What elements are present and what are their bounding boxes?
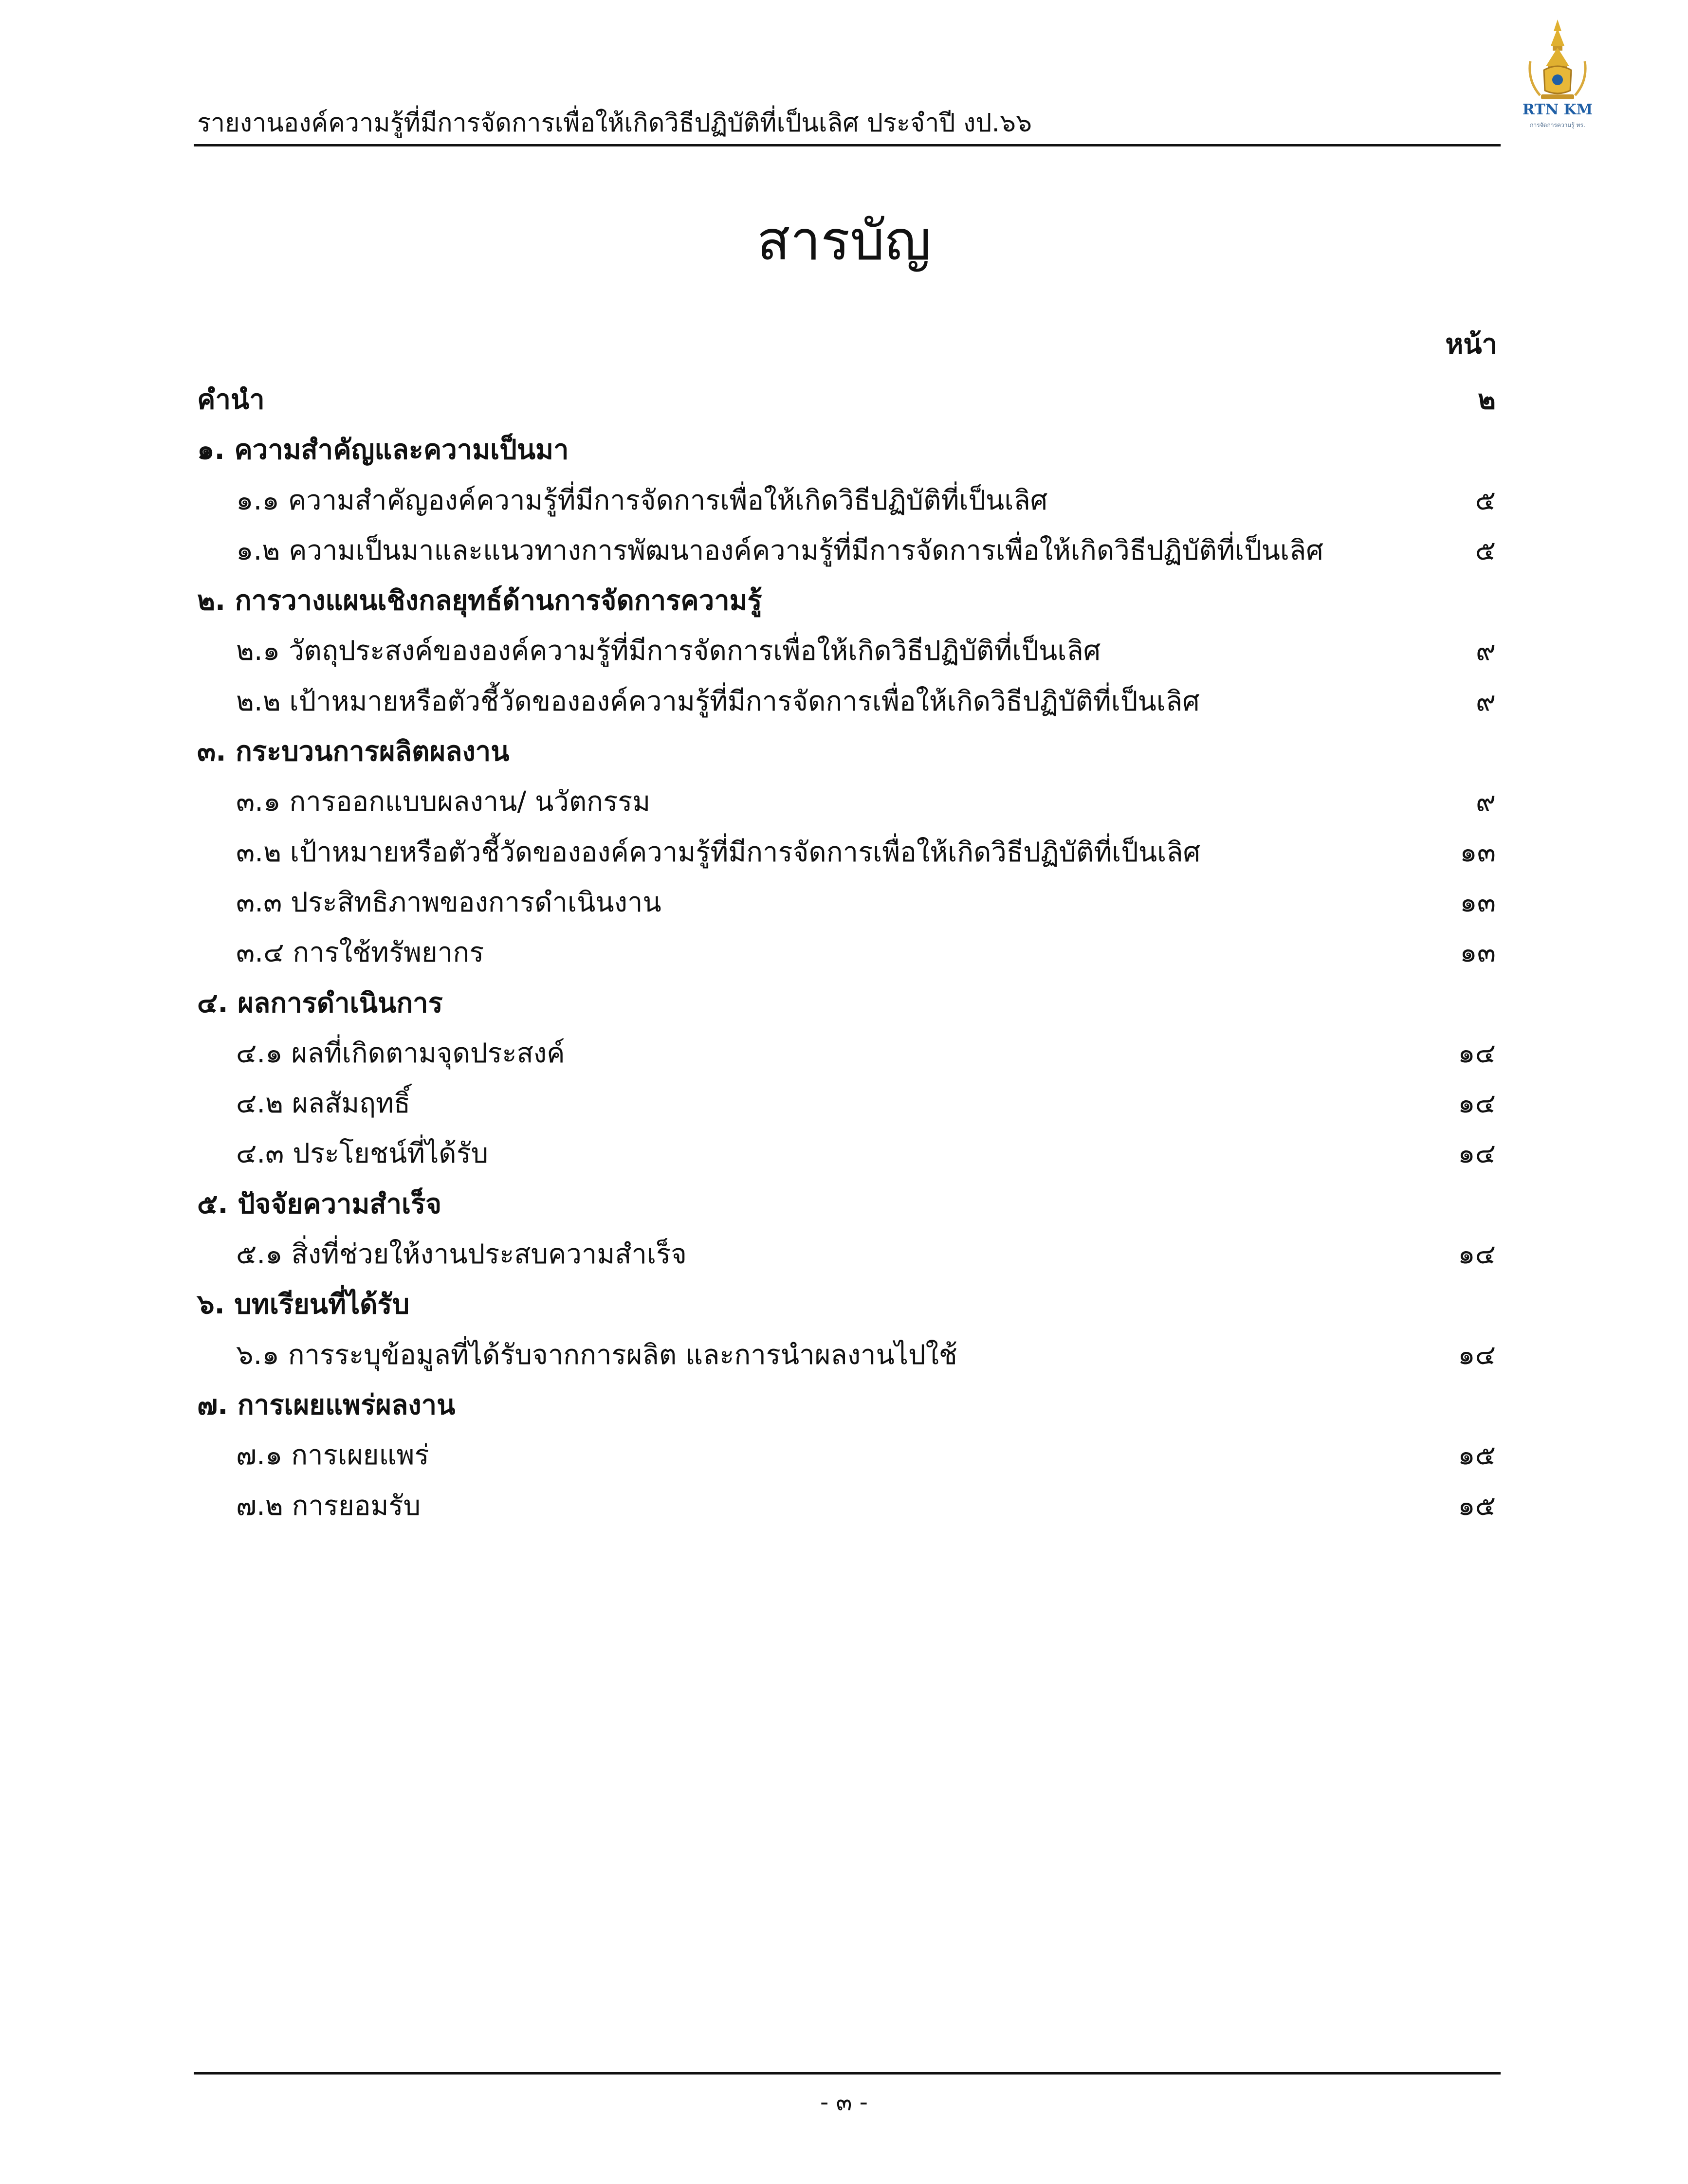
toc-entry-page: ๑๓ xyxy=(1460,836,1496,868)
toc-entry-label: ๑.๑ ความสำคัญองค์ความรู้ที่มีการจัดการเพื่อให้เกิดวิธีปฏิบัติที่เป็นเลิศ xyxy=(236,484,1048,516)
toc-subsection-row xyxy=(197,1330,1496,1380)
toc-entry-page: ๙ xyxy=(1475,685,1496,717)
toc-subsection-row xyxy=(197,1028,1496,1078)
logo-subtext: การจัดการความรู้ ทร. xyxy=(1530,122,1585,128)
toc-entry-page: ๑๓ xyxy=(1460,886,1496,918)
toc-entry-label: ๓.๓ ประสิทธิภาพของการดำเนินงาน xyxy=(236,886,661,918)
toc-entry-label: ๗.๑ การเผยแพร่ xyxy=(236,1439,429,1472)
footer-page-number: - ๓ - xyxy=(820,2089,868,2116)
footer-divider xyxy=(194,2072,1501,2075)
toc-entry-page: ๑๔ xyxy=(1458,1339,1496,1371)
toc-entry-label: ๕.๑ สิ่งที่ช่วยให้งานประสบความสำเร็จ xyxy=(236,1238,687,1271)
table-of-contents xyxy=(197,375,1496,1531)
toc-subsection-row xyxy=(197,1229,1496,1279)
toc-entry-label: ๓.๔ การใช้ทรัพยากร xyxy=(236,937,484,969)
toc-entry-label: ๒.๒ เป้าหมายหรือตัวชี้วัดขององค์ความรู้ที่มีการจัดการเพื่อให้เกิดวิธีปฏิบัติที่เป็นเลิศ xyxy=(236,685,1200,717)
toc-entry-page: ๕ xyxy=(1475,534,1496,566)
toc-entry-label: ๓. กระบวนการผลิตผลงาน xyxy=(197,736,510,768)
toc-subsection-row xyxy=(197,827,1496,877)
toc-subsection-row xyxy=(197,1078,1496,1128)
toc-subsection-row xyxy=(197,928,1496,978)
toc-section-row xyxy=(197,375,1496,425)
toc-subsection-row xyxy=(197,1128,1496,1179)
toc-section-row xyxy=(197,1279,1496,1329)
toc-entry-page: ๒ xyxy=(1478,384,1496,416)
toc-entry-label: ๒. การวางแผนเชิงกลยุทธ์ด้านการจัดการความรู้ xyxy=(197,585,762,617)
header-divider xyxy=(194,144,1501,146)
toc-subsection-row xyxy=(197,1481,1496,1531)
royal-crown-emblem-icon xyxy=(1519,18,1596,103)
toc-entry-page: ๑๔ xyxy=(1458,1138,1496,1170)
toc-entry-page: ๑๔ xyxy=(1458,1037,1496,1069)
rtn-km-logo xyxy=(1519,18,1596,139)
toc-entry-label: ๔.๒ ผลสัมฤทธิ์ xyxy=(236,1088,411,1120)
toc-entry-page: ๙ xyxy=(1475,635,1496,667)
toc-section-row xyxy=(197,1380,1496,1430)
toc-entry-label: ๔.๑ ผลที่เกิดตามจุดประสงค์ xyxy=(236,1037,565,1069)
toc-entry-label: ๖. บทเรียนที่ได้รับ xyxy=(197,1289,410,1321)
toc-subsection-row xyxy=(197,626,1496,676)
toc-entry-label: ๗.๒ การยอมรับ xyxy=(236,1490,421,1522)
toc-entry-label: ๑.๒ ความเป็นมาและแนวทางการพัฒนาองค์ความรู้ที่มีการจัดการเพื่อให้เกิดวิธีปฏิบัติที่เป็นเลิศ xyxy=(236,534,1323,566)
toc-entry-label: ๖.๑ การระบุข้อมูลที่ได้รับจากการผลิต และการนำผลงานไปใช้ xyxy=(236,1339,957,1371)
toc-entry-label: ๓.๑ การออกแบบผลงาน/ นวัตกรรม xyxy=(236,786,651,818)
logo-text: RTN KM xyxy=(1523,101,1593,118)
toc-subsection-row xyxy=(197,526,1496,576)
toc-section-row xyxy=(197,978,1496,1028)
toc-entry-label: ๒.๑ วัตถุประสงค์ขององค์ความรู้ที่มีการจัดการเพื่อให้เกิดวิธีปฏิบัติที่เป็นเลิศ xyxy=(236,635,1101,667)
toc-entry-label: ๑. ความสำคัญและความเป็นมา xyxy=(197,434,569,466)
toc-entry-page: ๑๔ xyxy=(1458,1238,1496,1271)
toc-entry-label: คำนำ xyxy=(197,384,265,416)
toc-entry-page: ๑๕ xyxy=(1458,1490,1496,1522)
toc-entry-page: ๙ xyxy=(1475,786,1496,818)
toc-section-row xyxy=(197,727,1496,777)
toc-section-row xyxy=(197,425,1496,475)
page-column-label: หน้า xyxy=(1445,328,1497,360)
toc-entry-label: ๔. ผลการดำเนินการ xyxy=(197,987,443,1019)
toc-entry-label: ๔.๓ ประโยชน์ที่ได้รับ xyxy=(236,1138,489,1170)
toc-entry-page: ๑๓ xyxy=(1460,937,1496,969)
toc-subsection-row xyxy=(197,1430,1496,1480)
toc-entry-page: ๕ xyxy=(1475,484,1496,516)
toc-subsection-row xyxy=(197,777,1496,827)
toc-entry-page: ๑๕ xyxy=(1458,1439,1496,1472)
toc-section-row xyxy=(197,1179,1496,1229)
toc-section-row xyxy=(197,576,1496,626)
toc-entry-label: ๕. ปัจจัยความสำเร็จ xyxy=(197,1188,442,1220)
toc-entry-page: ๑๔ xyxy=(1458,1088,1496,1120)
document-header-title: รายงานองค์ความรู้ที่มีการจัดการเพื่อให้เกิดวิธีปฏิบัติที่เป็นเลิศ ประจำปี งป.๖๖ xyxy=(197,109,1032,138)
toc-subsection-row xyxy=(197,475,1496,526)
toc-entry-label: ๗. การเผยแพร่ผลงาน xyxy=(197,1389,456,1421)
page-title: สารบัญ xyxy=(757,209,931,273)
toc-entry-label: ๓.๒ เป้าหมายหรือตัวชี้วัดขององค์ความรู้ที่มีการจัดการเพื่อให้เกิดวิธีปฏิบัติที่เป็นเลิศ xyxy=(236,836,1201,868)
toc-subsection-row xyxy=(197,676,1496,727)
toc-subsection-row xyxy=(197,877,1496,928)
